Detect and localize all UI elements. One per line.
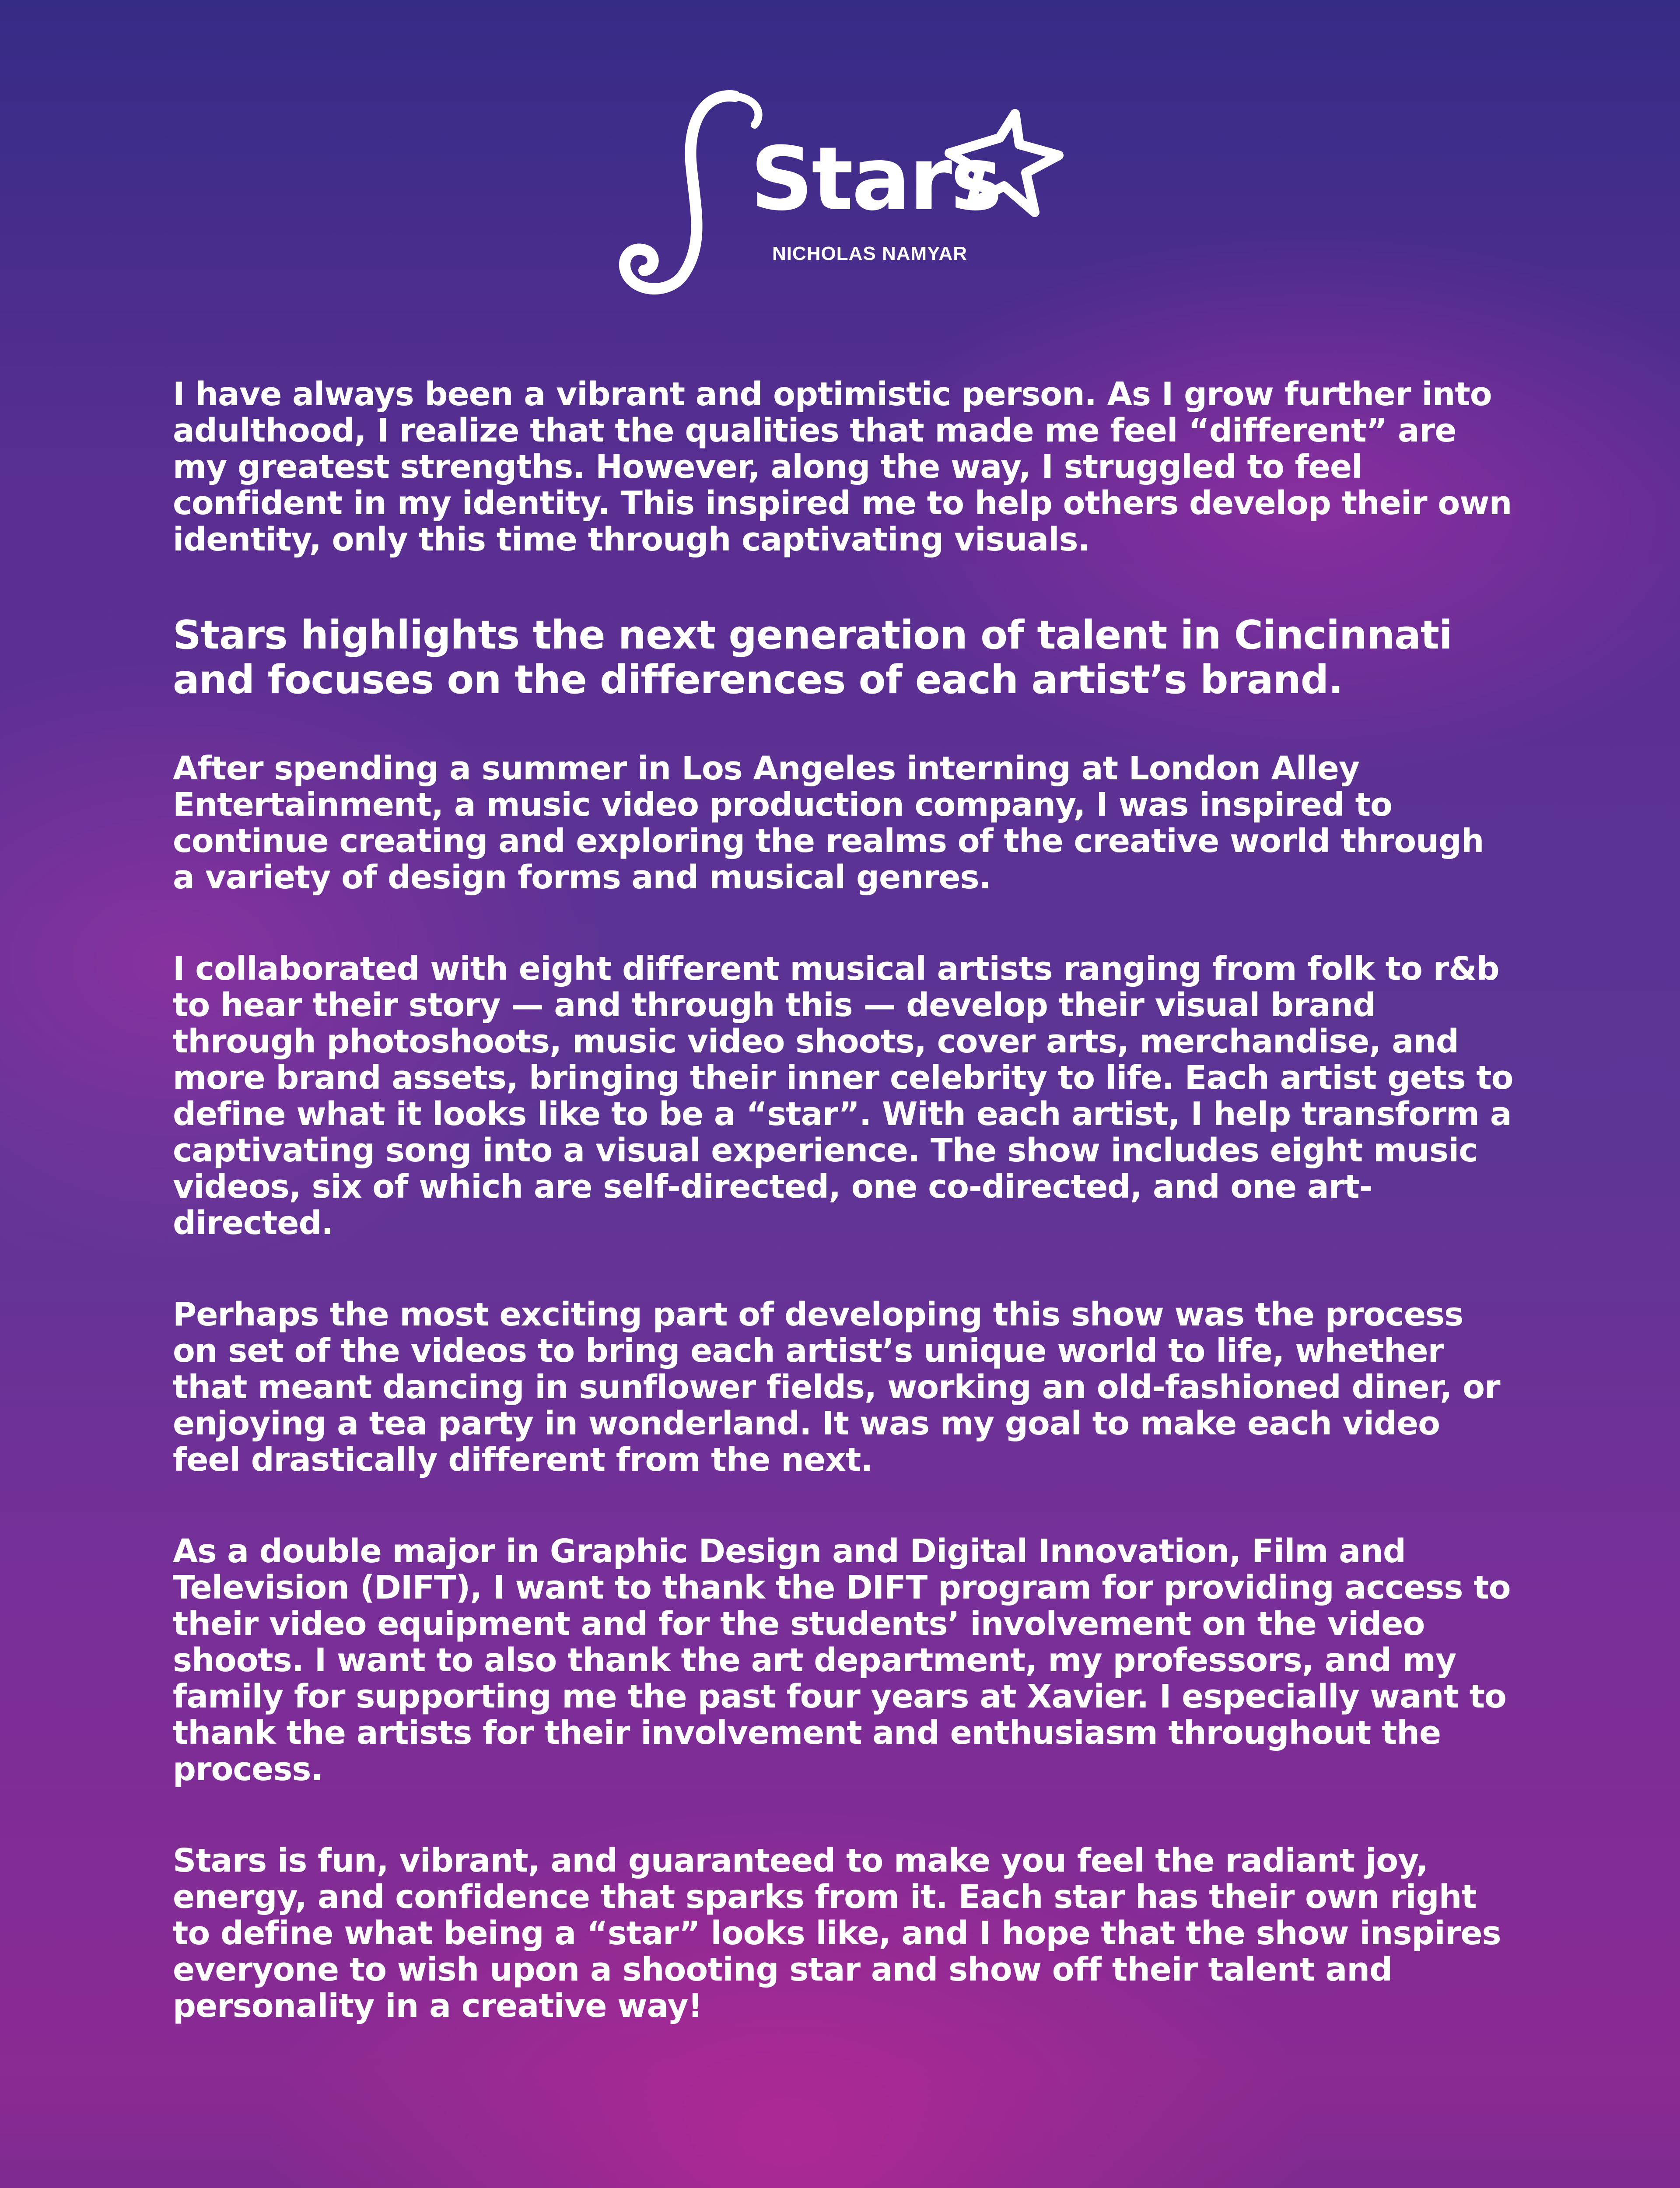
paragraph-closing: Stars is fun, vibrant, and guaranteed to make you feel the radiant joy, energy, and confidence that sparks from it. Each star has their own right to define what being a “star” looks like, and I hope that the show inspires everyone to wish upon a shooting star and show off their talent and personality in a creative way! — [173, 1842, 1501, 2025]
paragraph-process: Perhaps the most exciting part of developing this show was the process on set of the videos to bring each artist’s unique world to life, whether that meant dancing in sunflower fields, working an old-fashioned diner, or enjoying a tea party in wonderland. It was my goal to make each video feel drastically different from the next. — [173, 1296, 1500, 1479]
paragraph-highlight: Stars highlights the next generation of talent in Cincinnati and focuses on the differences of each artist’s brand. — [173, 612, 1452, 703]
paragraph-intro: I have always been a vibrant and optimistic person. As I grow further into adulthood, I realize that the qualities that made me feel “different” are my greatest strengths. However, along the way, I struggled to feel confident in my identity. This inspired me to help others develop their own identity, only this time through captivating visuals. — [173, 375, 1512, 558]
logo-s-top-swash — [735, 96, 759, 125]
stars-logo — [604, 88, 1076, 306]
logo-s-swash — [625, 96, 735, 289]
logo-title: Stars — [750, 128, 1001, 230]
paragraph-collaboration: I collaborated with eight different musical artists ranging from folk to r&b to hear their story — and through this — develop their visual brand through photoshoots, music video shoots, cover arts, merchandise, and more brand assets, bringing their inner celebrity to life. Each artist gets to define what it looks like to be a “star”. With each artist, I help transform a captivating song into a visual experience. The show includes eight music videos, six of which are self-directed, one co-directed, and one art-directed. — [173, 950, 1513, 1242]
paragraph-thanks: As a double major in Graphic Design and Digital Innovation, Film and Television (DIFT), I want to thank the DIFT program for providing access to their video equipment and for the students’ involvement on the video shoots. I want to also thank the art department, my professors, and my family for supporting me the past four years at Xavier. I especially want to thank the artists for their involvement and enthusiasm throughout the process. — [173, 1532, 1511, 1788]
paragraph-internship: After spending a summer in Los Angeles interning at London Alley Entertainment, a music video production company, I was inspired to continue creating and exploring the realms of the creative world through a variety of design forms and musical genres. — [173, 750, 1484, 896]
statement-text — [173, 376, 1516, 2079]
logo-byline: NICHOLAS NAMYAR — [772, 243, 968, 264]
